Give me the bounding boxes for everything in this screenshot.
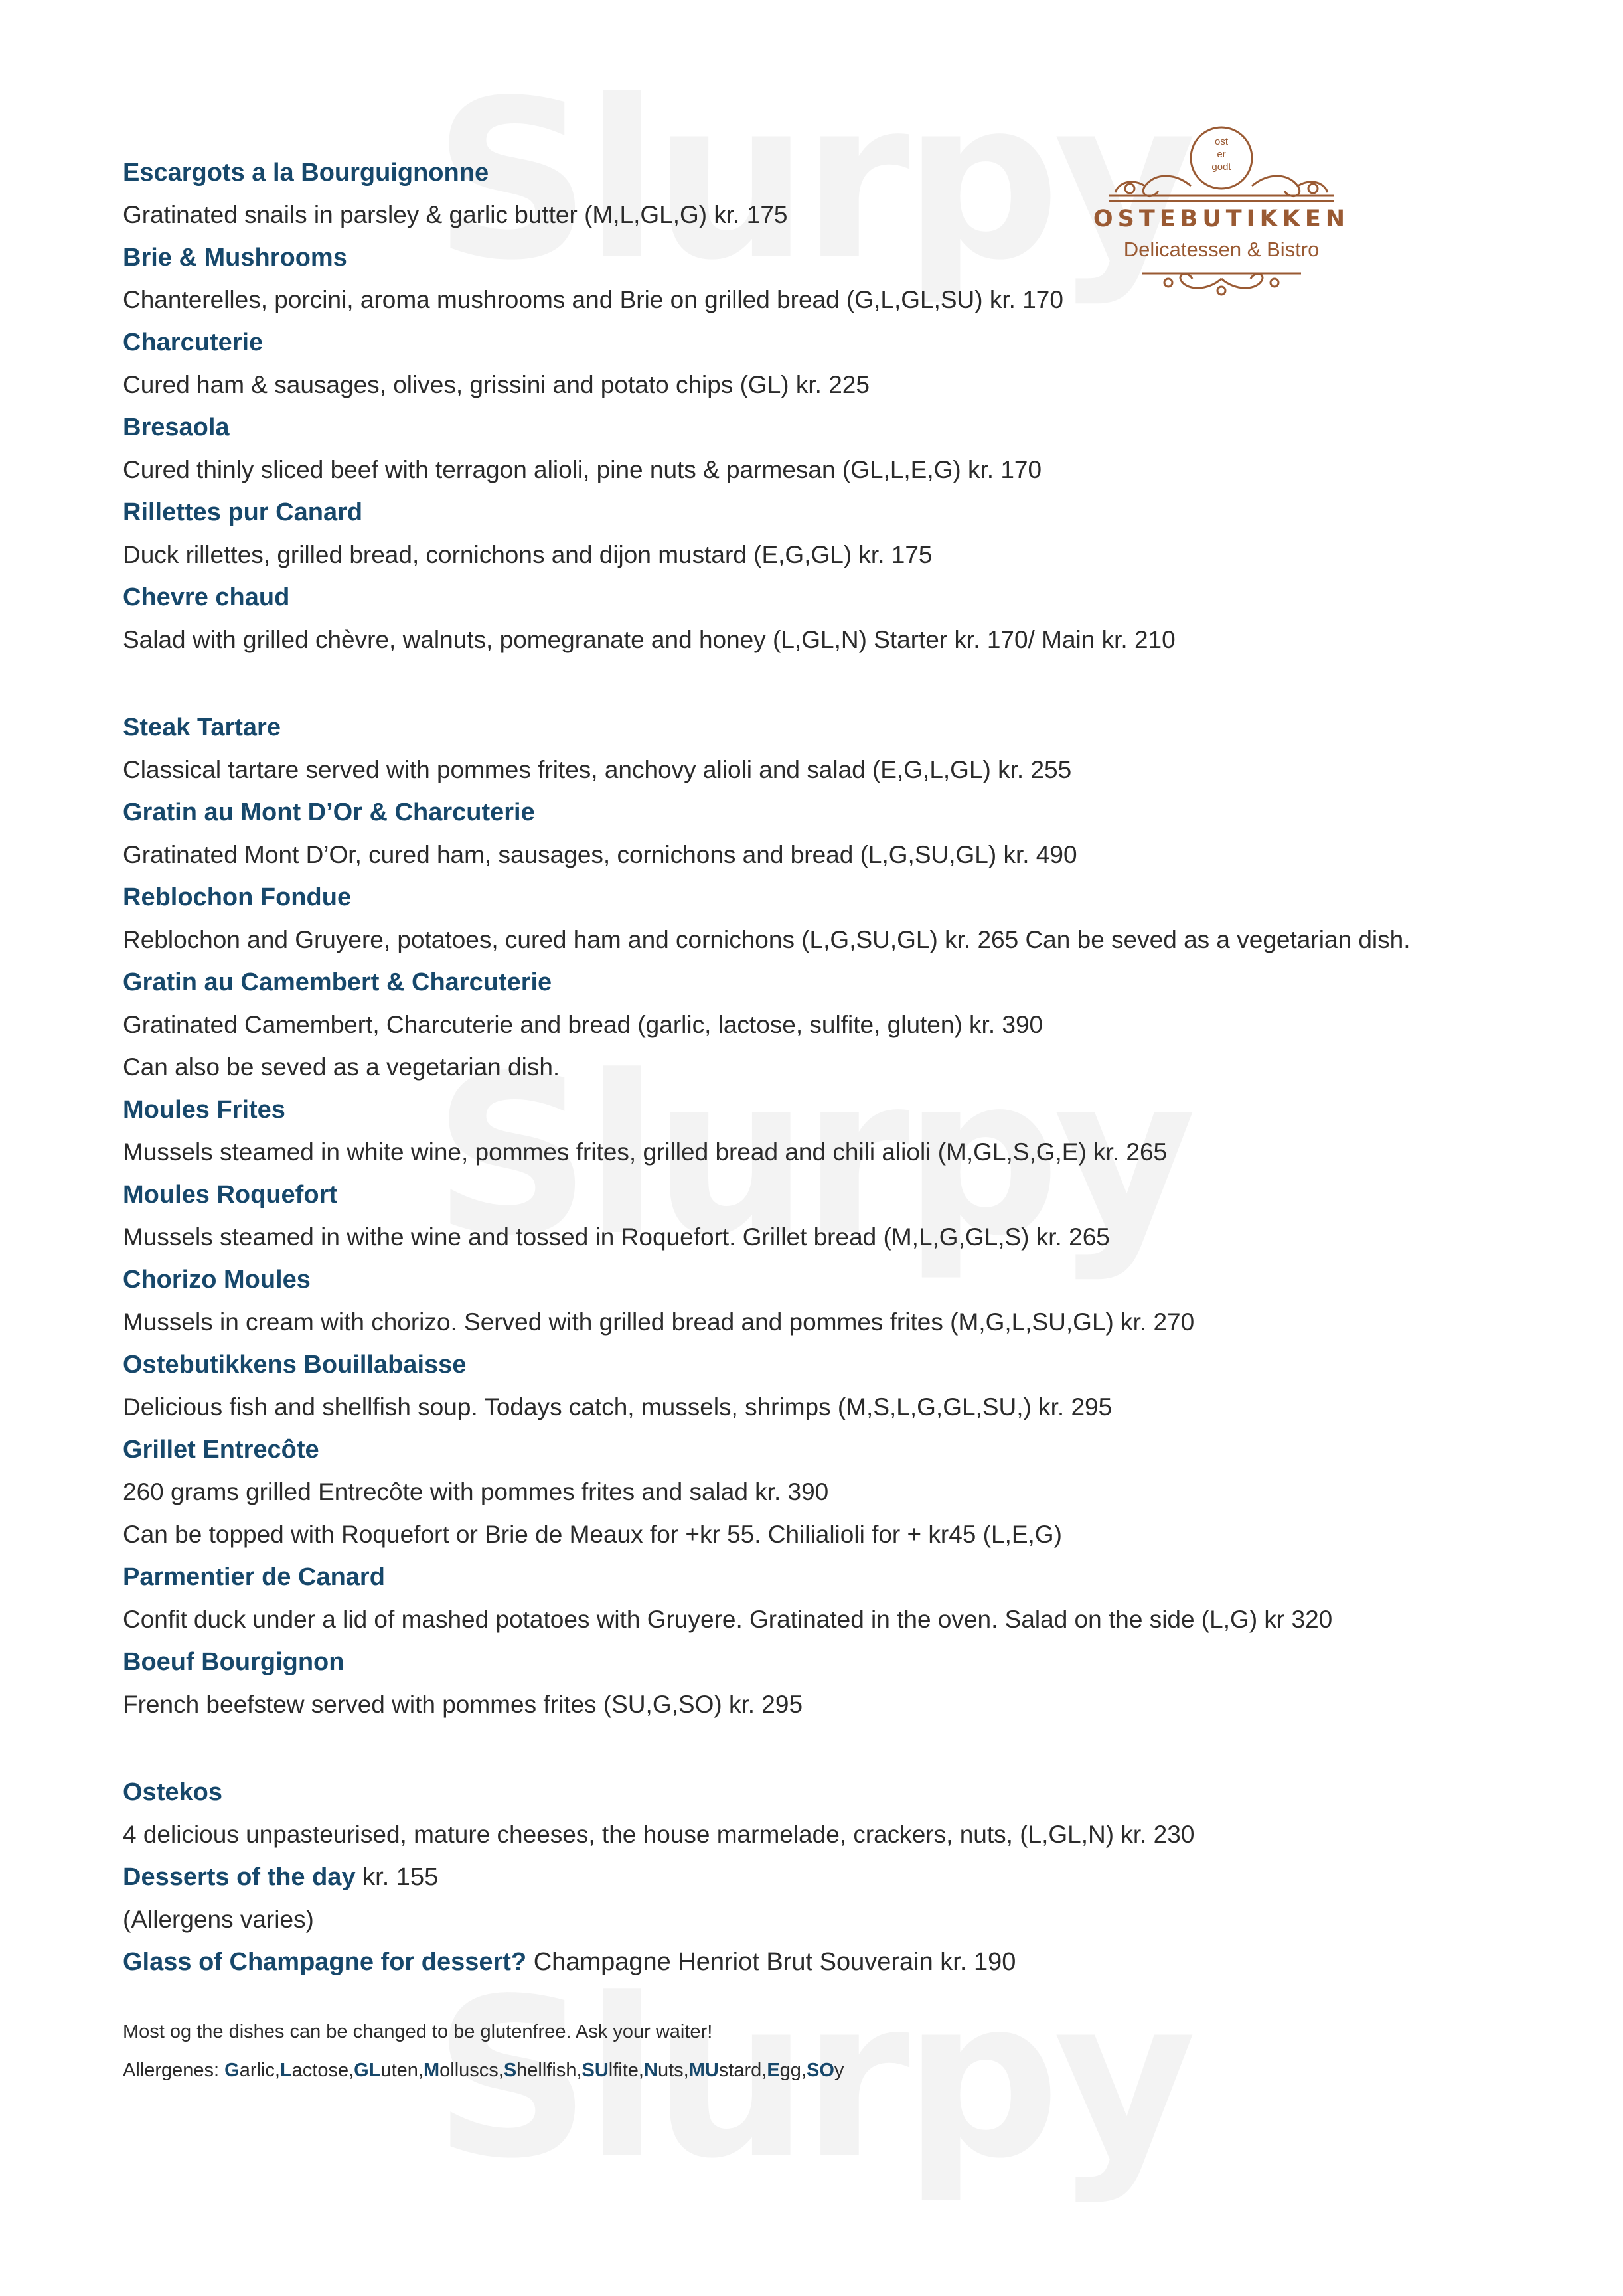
footnote-gap: [123, 1983, 1583, 2013]
allergen-label: Allergenes:: [123, 2060, 225, 2081]
menu-item-description: French beefstew served with pommes frites (SU,G,SO) kr. 295: [123, 1691, 803, 1718]
allergen-code: GL: [354, 2060, 381, 2081]
allergen-name: hellfish,: [516, 2060, 582, 2081]
menu-item-title: Rillettes pur Canard: [123, 498, 363, 526]
desserts-price: kr. 155: [355, 1863, 439, 1891]
menu-item-description: Mussels in cream with chorizo. Served with grilled bread and pommes frites (M,G,L,SU,GL) kr. 270: [123, 1308, 1195, 1336]
section-gap: [123, 1726, 1583, 1771]
menu-item-description: 260 grams grilled Entrecôte with pommes frites and salad kr. 390: [123, 1478, 829, 1505]
allergen-name: y: [834, 2060, 844, 2081]
allergen-code: E: [767, 2060, 780, 2081]
section-gap: [123, 661, 1583, 706]
menu-item-description: Duck rillettes, grilled bread, cornichons and dijon mustard (E,G,GL) kr. 175: [123, 541, 933, 568]
menu-item-description: Cured ham & sausages, olives, grissini and potato chips (GL) kr. 225: [123, 371, 870, 398]
allergen-name: gg,: [779, 2060, 807, 2081]
allergen-legend: [123, 2051, 1583, 2090]
gluten-note: Most og the dishes can be changed to be glutenfree. Ask your waiter!: [123, 2021, 713, 2042]
allergen-code: G: [224, 2060, 240, 2081]
allergen-code: M: [423, 2060, 440, 2081]
footnotes: [123, 2013, 1583, 2090]
allergen-code: MU: [688, 2060, 719, 2081]
allergen-code: SU: [581, 2060, 609, 2081]
allergen-name: olluscs,: [439, 2060, 504, 2081]
menu-item-description-extra: Can also be seved as a vegetarian dish.: [123, 1053, 560, 1081]
logo-title: OSTEBUTIKKEN: [1093, 206, 1350, 232]
logo-circle-line-1: ost: [1214, 136, 1228, 147]
allergen-name: stard,: [718, 2060, 767, 2081]
champagne-description: Champagne Henriot Brut Souverain kr. 190: [526, 1948, 1016, 1976]
menu-item-description-extra: Can be topped with Roquefort or Brie de Meaux for +kr 55. Chilialioli for + kr45 (L,E,G): [123, 1521, 1062, 1548]
menu-section-mains: [123, 706, 1583, 1726]
menu-item-description: Mussels steamed in withe wine and tossed in Roquefort. Grillet bread (M,L,G,GL,S) kr. 265: [123, 1223, 1110, 1251]
menu-item-title: Escargots a la Bourguignonne: [123, 159, 489, 187]
menu-section-starters: [123, 151, 1583, 661]
menu-item-title: Gratin au Camembert & Charcuterie: [123, 968, 552, 996]
menu-item-description: Gratinated snails in parsley & garlic butter (M,L,GL,G) kr. 175: [123, 201, 788, 228]
menu-item-description: Confit duck under a lid of mashed potatoes with Gruyere. Gratinated in the oven. Salad on the side (L,G) kr 320: [123, 1606, 1333, 1633]
allergen-code: N: [643, 2060, 658, 2081]
logo-circle-line-3: godt: [1211, 161, 1231, 173]
menu-item-title: Parmentier de Canard: [123, 1563, 385, 1591]
allergen-name: actose,: [291, 2060, 354, 2081]
champagne-title: Glass of Champagne for dessert?: [123, 1948, 527, 1976]
logo-subtitle: Delicatessen & Bistro: [1123, 238, 1320, 261]
menu-item-description: Gratinated Mont D’Or, cured ham, sausages, cornichons and bread (L,G,SU,GL) kr. 490: [123, 841, 1077, 868]
menu-item-description: Reblochon and Gruyere, potatoes, cured ham and cornichons (L,G,SU,GL) kr. 265 Can be seved as a vegetarian dish.: [123, 926, 1411, 953]
menu-section-desserts: [123, 1771, 1583, 1983]
menu-item-title: Ostebutikkens Bouillabaisse: [123, 1351, 467, 1379]
menu-item-title: Chevre chaud: [123, 583, 290, 611]
menu-item-description: 4 delicious unpasteurised, mature cheeses, the house marmelade, crackers, nuts, (L,GL,N) kr. 230: [123, 1821, 1195, 1848]
menu-item-title: Moules Roquefort: [123, 1181, 337, 1209]
menu-item-title: Chorizo Moules: [123, 1266, 311, 1294]
allergen-code: SO: [807, 2060, 834, 2081]
menu-item-title: Boeuf Bourgignon: [123, 1648, 345, 1676]
menu-item-title: Bresaola: [123, 414, 230, 441]
champagne-line: [123, 1941, 1583, 1983]
menu-item-title: Ostekos: [123, 1778, 222, 1806]
menu-item-title: Reblochon Fondue: [123, 883, 352, 911]
menu-item-description: Salad with grilled chèvre, walnuts, pomegranate and honey (L,GL,N) Starter kr. 170/ Main kr. 210: [123, 626, 1176, 653]
allergen-code: L: [279, 2060, 292, 2081]
menu-item-title: Charcuterie: [123, 329, 264, 356]
allergen-name: lfite,: [608, 2060, 644, 2081]
menu-item-description: Delicious fish and shellfish soup. Todays catch, mussels, shrimps (M,S,L,G,GL,SU,) kr. 295: [123, 1393, 1113, 1420]
logo-circle-line-2: er: [1217, 149, 1226, 160]
allergen-name: arlic,: [239, 2060, 280, 2081]
menu-item-title: Steak Tartare: [123, 714, 281, 741]
menu-item-title: Brie & Mushrooms: [123, 244, 347, 271]
allergen-name: uts,: [657, 2060, 689, 2081]
desserts-title: Desserts of the day: [123, 1863, 356, 1891]
menu-item-description: Mussels steamed in white wine, pommes frites, grilled bread and chili alioli (M,GL,S,G,E) kr. 265: [123, 1138, 1168, 1166]
menu-item-title: Gratin au Mont D’Or & Charcuterie: [123, 799, 535, 826]
allergen-code: S: [503, 2060, 517, 2081]
menu-content: [123, 151, 1583, 2090]
menu-item-title: Moules Frites: [123, 1096, 285, 1124]
menu-item-description: Classical tartare served with pommes frites, anchovy alioli and salad (E,G,L,GL) kr. 255: [123, 756, 1072, 783]
desserts-line: [123, 1856, 1583, 1898]
menu-item-description: Gratinated Camembert, Charcuterie and bread (garlic, lactose, sulfite, gluten) kr. 390: [123, 1011, 1043, 1038]
allergen-name: uten,: [380, 2060, 424, 2081]
desserts-note: (Allergens varies): [123, 1906, 314, 1933]
menu-item-description: Chanterelles, porcini, aroma mushrooms and Brie on grilled bread (G,L,GL,SU) kr. 170: [123, 286, 1063, 313]
menu-item-title: Grillet Entrecôte: [123, 1436, 319, 1464]
menu-item-description: Cured thinly sliced beef with terragon alioli, pine nuts & parmesan (GL,L,E,G) kr. 170: [123, 456, 1042, 483]
